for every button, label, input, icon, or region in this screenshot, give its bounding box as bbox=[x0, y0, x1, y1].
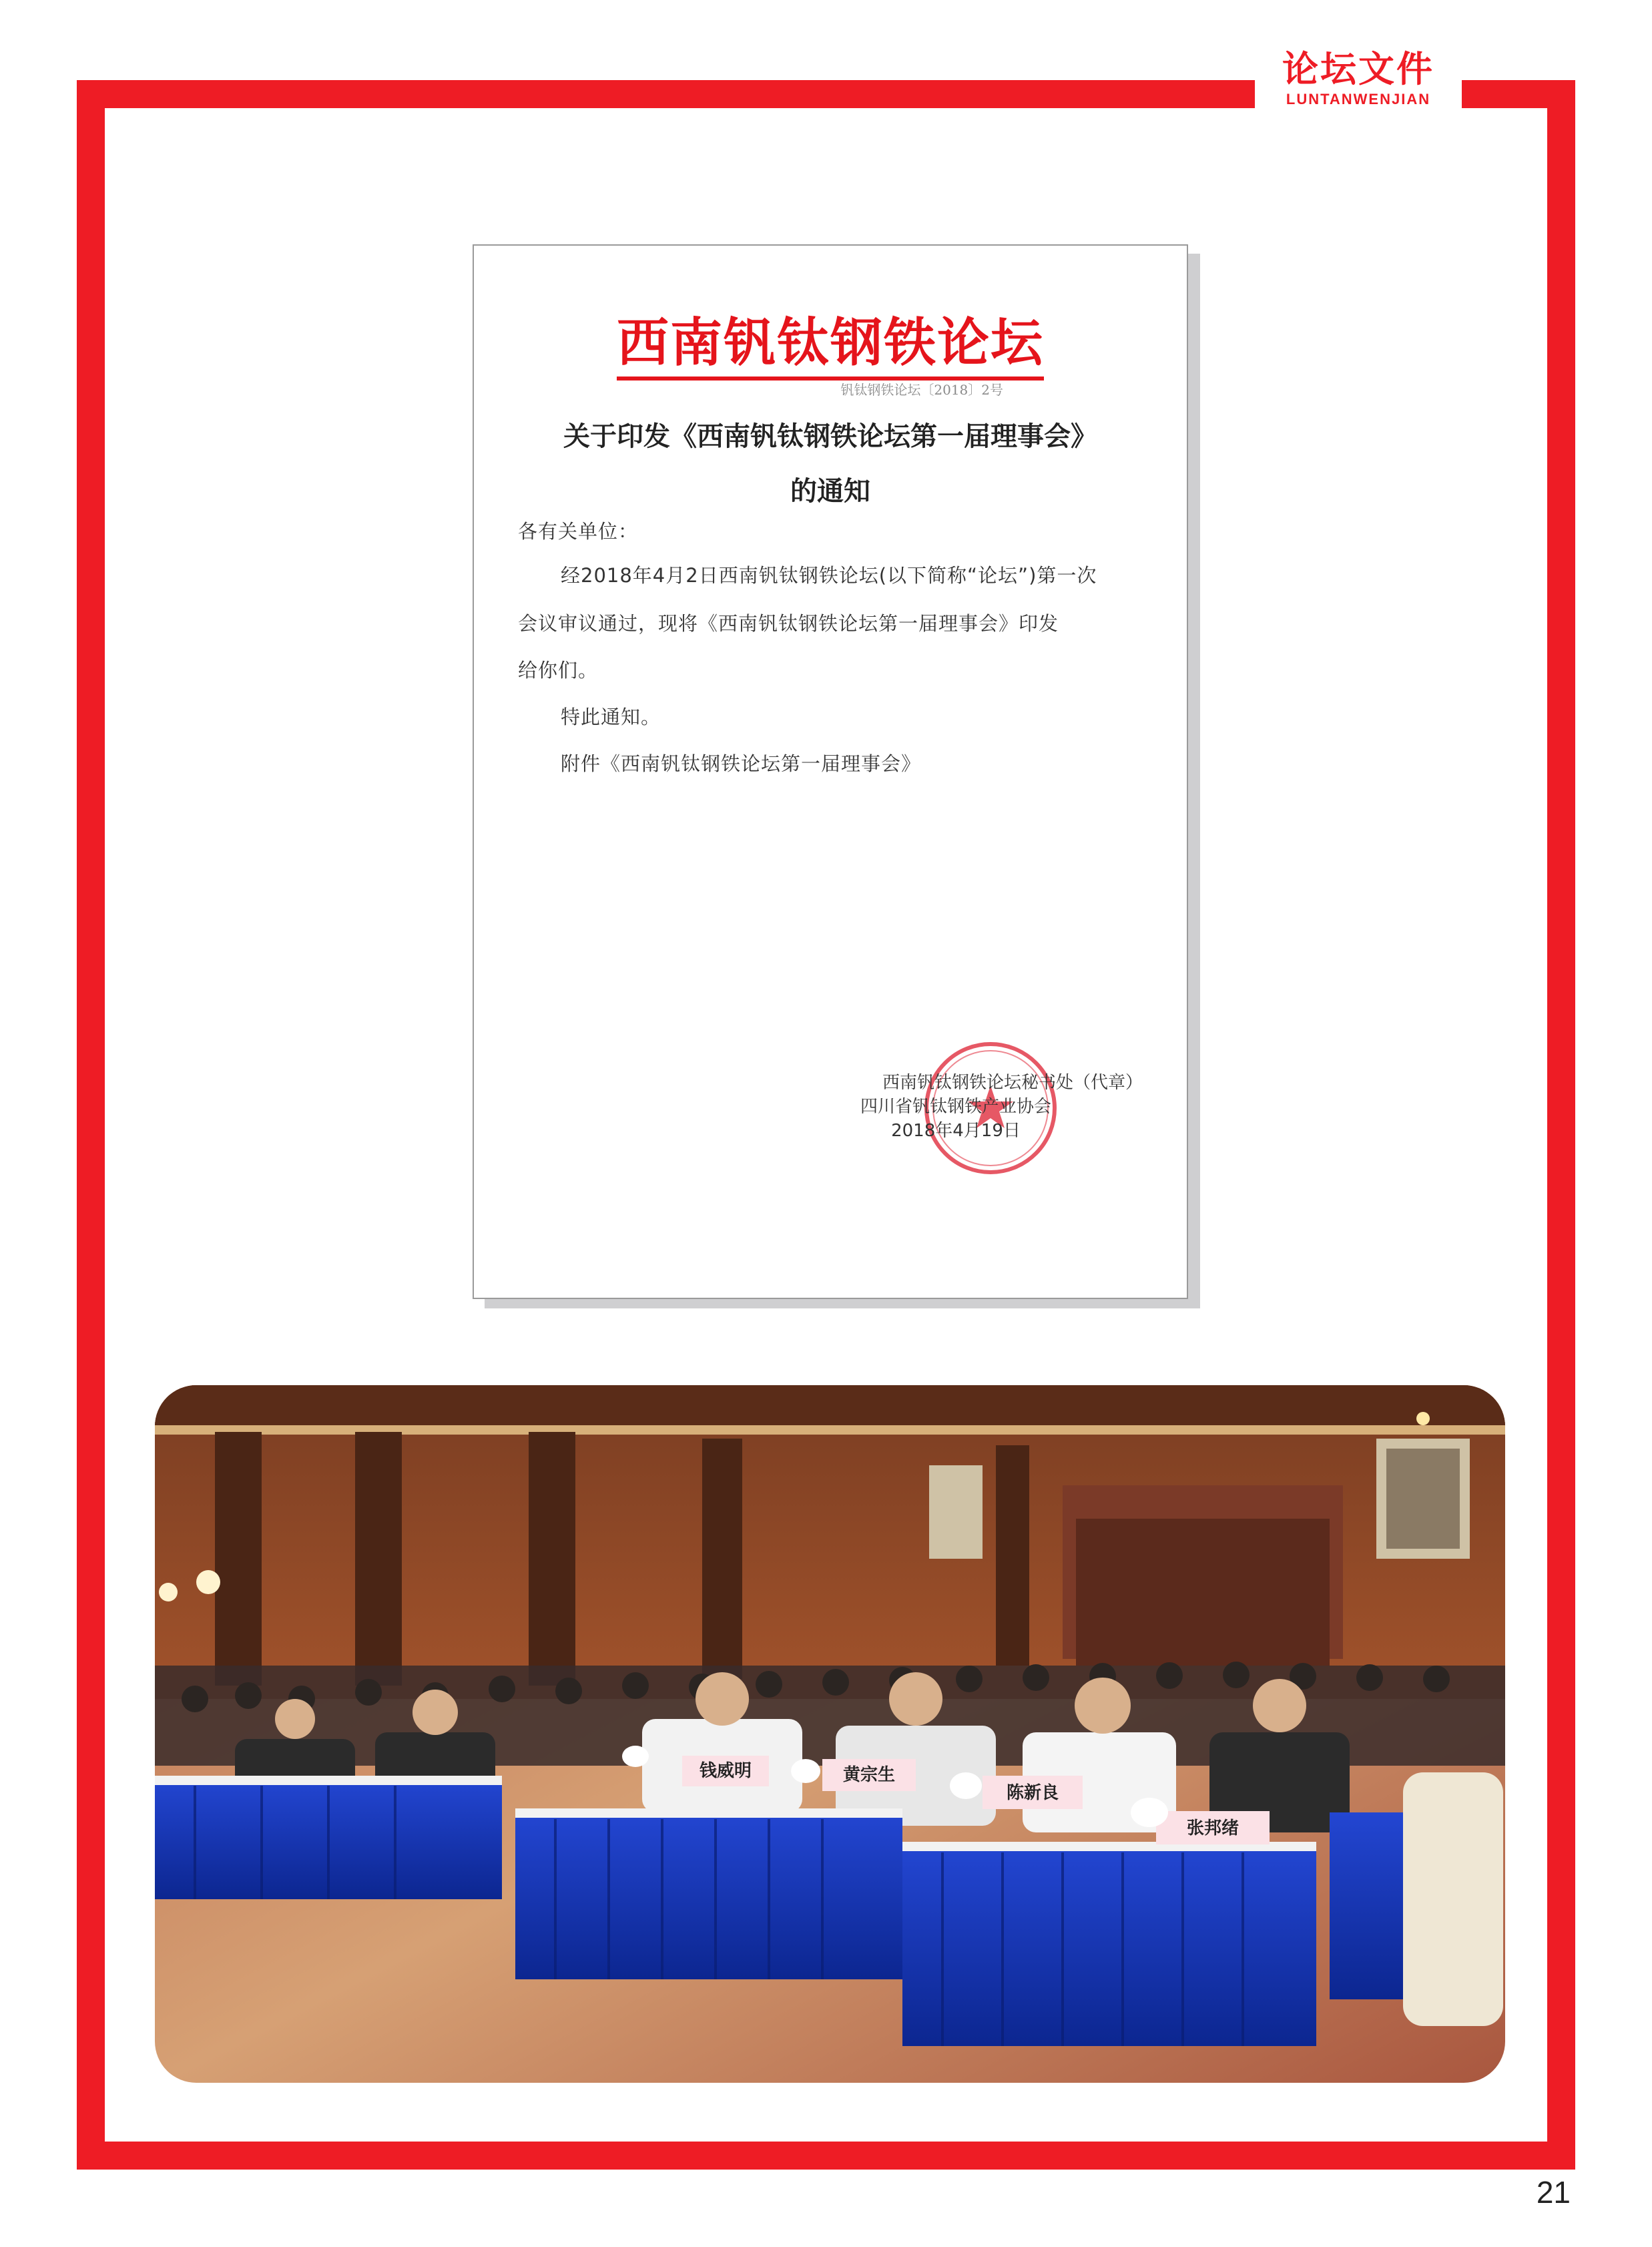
section-label-subtitle: LUNTANWENJIAN bbox=[1286, 91, 1431, 107]
signature-date: 2018年4月19日 bbox=[891, 1121, 1021, 1141]
document-para1-line2: 会议审议通过，现将《西南钒钛钢铁论坛第一届理事会》印发 bbox=[518, 612, 1059, 635]
document-para1-line3: 给你们。 bbox=[518, 659, 599, 682]
section-label bbox=[1255, 48, 1462, 115]
document-signature bbox=[769, 1071, 1143, 1143]
signature-org2: 四川省钒钛钢铁产业协会 bbox=[860, 1097, 1051, 1117]
name-card-4: 钱威明 bbox=[699, 1761, 752, 1781]
document-title-line1: 关于印发《西南钒钛钢铁论坛第一届理事会》 bbox=[563, 421, 1097, 452]
document-title-line2: 的通知 bbox=[790, 475, 870, 507]
document-para2: 特此通知。 bbox=[561, 706, 661, 728]
name-card-1: 张邦绪 bbox=[1186, 1818, 1240, 1838]
conference-photo bbox=[155, 1385, 1505, 2083]
document-salutation: 各有关单位： bbox=[518, 520, 639, 543]
conference-hall-illustration bbox=[155, 1385, 1505, 2083]
section-label-title: 论坛文件 bbox=[1282, 48, 1434, 90]
document-org-header: 西南钒钛钢铁论坛 bbox=[617, 312, 1044, 381]
name-card-2: 陈新良 bbox=[1006, 1783, 1059, 1803]
page-number: 21 bbox=[1536, 2175, 1571, 2210]
document-scan bbox=[473, 244, 1188, 1299]
document-para1-line1: 经2018年4月2日西南钒钛钢铁论坛(以下简称“论坛”)第一次 bbox=[561, 564, 1097, 587]
document-header bbox=[474, 312, 1187, 381]
name-card-3: 黄宗生 bbox=[842, 1765, 896, 1785]
document-attachment: 附件《西南钒钛钢铁论坛第一届理事会》 bbox=[561, 752, 922, 775]
document-number: 钒钛钢铁论坛〔2018〕2号 bbox=[840, 382, 1003, 398]
signature-org1: 西南钒钛钢铁论坛秘书处（代章） bbox=[882, 1073, 1143, 1093]
